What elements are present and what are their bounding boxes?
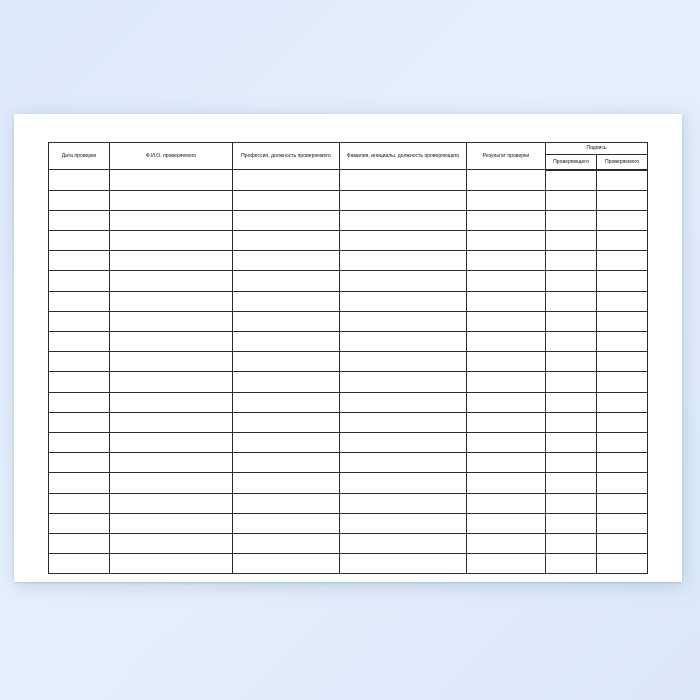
table-cell[interactable] bbox=[110, 352, 233, 372]
table-row bbox=[49, 392, 648, 412]
table-cell[interactable] bbox=[467, 190, 546, 210]
table-cell[interactable] bbox=[49, 231, 110, 251]
table-cell[interactable] bbox=[49, 210, 110, 230]
table-cell[interactable] bbox=[110, 372, 233, 392]
table-cell[interactable] bbox=[597, 533, 648, 553]
table-cell[interactable] bbox=[597, 231, 648, 251]
table-cell[interactable] bbox=[233, 432, 340, 452]
table-row bbox=[49, 170, 648, 191]
table-cell[interactable] bbox=[110, 554, 233, 574]
table-cell[interactable] bbox=[110, 392, 233, 412]
table-cell[interactable] bbox=[340, 453, 467, 473]
table-cell[interactable] bbox=[110, 412, 233, 432]
table-cell[interactable] bbox=[546, 190, 597, 210]
table-cell[interactable] bbox=[49, 513, 110, 533]
table-row bbox=[49, 271, 648, 291]
table-row bbox=[49, 190, 648, 210]
table-cell[interactable] bbox=[340, 251, 467, 271]
table-cell[interactable] bbox=[233, 372, 340, 392]
table-cell[interactable] bbox=[546, 554, 597, 574]
table-cell[interactable] bbox=[467, 332, 546, 352]
table-cell[interactable] bbox=[233, 352, 340, 372]
table-cell[interactable] bbox=[49, 493, 110, 513]
table-cell[interactable] bbox=[340, 493, 467, 513]
table-row bbox=[49, 533, 648, 553]
table-row bbox=[49, 231, 648, 251]
table-cell[interactable] bbox=[233, 170, 340, 191]
table-cell[interactable] bbox=[49, 311, 110, 331]
table-row bbox=[49, 453, 648, 473]
table-cell[interactable] bbox=[49, 453, 110, 473]
table-cell[interactable] bbox=[546, 251, 597, 271]
table-cell[interactable] bbox=[546, 352, 597, 372]
table-row bbox=[49, 412, 648, 432]
table-row bbox=[49, 554, 648, 574]
table-row bbox=[49, 432, 648, 452]
table-cell[interactable] bbox=[49, 352, 110, 372]
table-row bbox=[49, 210, 648, 230]
table-cell[interactable] bbox=[467, 392, 546, 412]
table-cell[interactable] bbox=[49, 291, 110, 311]
table-cell[interactable] bbox=[340, 533, 467, 553]
table-cell[interactable] bbox=[110, 473, 233, 493]
table-cell[interactable] bbox=[49, 412, 110, 432]
table-cell[interactable] bbox=[467, 473, 546, 493]
table-cell[interactable] bbox=[597, 251, 648, 271]
table-cell[interactable] bbox=[467, 291, 546, 311]
table-head bbox=[49, 143, 648, 170]
table-cell[interactable] bbox=[597, 432, 648, 452]
table-cell[interactable] bbox=[546, 210, 597, 230]
document-page bbox=[14, 114, 682, 582]
table-cell[interactable] bbox=[340, 190, 467, 210]
table-cell[interactable] bbox=[110, 170, 233, 191]
table-cell[interactable] bbox=[233, 412, 340, 432]
table-cell[interactable] bbox=[597, 554, 648, 574]
table-cell[interactable] bbox=[49, 473, 110, 493]
table-cell[interactable] bbox=[340, 554, 467, 574]
table-cell[interactable] bbox=[110, 533, 233, 553]
table-cell[interactable] bbox=[233, 210, 340, 230]
table-cell[interactable] bbox=[233, 231, 340, 251]
table-cell[interactable] bbox=[233, 533, 340, 553]
table-cell[interactable] bbox=[467, 493, 546, 513]
table-cell[interactable] bbox=[546, 311, 597, 331]
table-cell[interactable] bbox=[546, 271, 597, 291]
table-cell[interactable] bbox=[110, 311, 233, 331]
table-cell[interactable] bbox=[110, 210, 233, 230]
table-cell[interactable] bbox=[340, 432, 467, 452]
journal-table-container bbox=[48, 142, 648, 574]
table-cell[interactable] bbox=[49, 271, 110, 291]
table-cell[interactable] bbox=[546, 291, 597, 311]
table-cell[interactable] bbox=[233, 453, 340, 473]
table-cell[interactable] bbox=[340, 372, 467, 392]
table-cell[interactable] bbox=[233, 332, 340, 352]
table-row bbox=[49, 251, 648, 271]
table-row bbox=[49, 473, 648, 493]
table-cell[interactable] bbox=[467, 533, 546, 553]
column-header-signature: Подпись bbox=[546, 143, 648, 155]
table-cell[interactable] bbox=[597, 311, 648, 331]
table-cell[interactable] bbox=[597, 352, 648, 372]
table-cell[interactable] bbox=[340, 291, 467, 311]
table-cell[interactable] bbox=[597, 453, 648, 473]
table-cell[interactable] bbox=[233, 311, 340, 331]
table-cell[interactable] bbox=[597, 513, 648, 533]
table-cell[interactable] bbox=[546, 432, 597, 452]
table-cell[interactable] bbox=[233, 554, 340, 574]
table-cell[interactable] bbox=[49, 533, 110, 553]
table-cell[interactable] bbox=[233, 392, 340, 412]
table-cell[interactable] bbox=[546, 533, 597, 553]
table-cell[interactable] bbox=[467, 231, 546, 251]
table-cell[interactable] bbox=[546, 332, 597, 352]
table-cell[interactable] bbox=[49, 432, 110, 452]
table-cell[interactable] bbox=[467, 311, 546, 331]
table-row bbox=[49, 311, 648, 331]
table-cell[interactable] bbox=[340, 412, 467, 432]
table-cell[interactable] bbox=[110, 432, 233, 452]
table-cell[interactable] bbox=[546, 372, 597, 392]
table-cell[interactable] bbox=[110, 251, 233, 271]
table-cell[interactable] bbox=[546, 473, 597, 493]
table-cell[interactable] bbox=[597, 372, 648, 392]
table-cell[interactable] bbox=[546, 513, 597, 533]
table-cell[interactable] bbox=[233, 190, 340, 210]
table-cell[interactable] bbox=[597, 271, 648, 291]
table-cell[interactable] bbox=[340, 210, 467, 230]
table-cell[interactable] bbox=[467, 251, 546, 271]
table-cell[interactable] bbox=[49, 251, 110, 271]
table-row bbox=[49, 291, 648, 311]
table-cell[interactable] bbox=[233, 473, 340, 493]
table-cell[interactable] bbox=[110, 453, 233, 473]
table-cell[interactable] bbox=[110, 271, 233, 291]
column-header-profession: Профессия, должность проверяемого bbox=[233, 143, 340, 170]
table-cell[interactable] bbox=[467, 352, 546, 372]
table-cell[interactable] bbox=[597, 392, 648, 412]
table-cell[interactable] bbox=[340, 332, 467, 352]
table-row bbox=[49, 332, 648, 352]
table-row bbox=[49, 513, 648, 533]
table-cell[interactable] bbox=[340, 392, 467, 412]
table-cell[interactable] bbox=[597, 170, 648, 191]
table-cell[interactable] bbox=[110, 190, 233, 210]
table-cell[interactable] bbox=[233, 251, 340, 271]
column-header-fio: Ф.И.О. проверяемого bbox=[110, 143, 233, 170]
table-cell[interactable] bbox=[546, 412, 597, 432]
table-cell[interactable] bbox=[49, 372, 110, 392]
table-cell[interactable] bbox=[340, 170, 467, 191]
table-cell[interactable] bbox=[340, 231, 467, 251]
table-cell[interactable] bbox=[110, 291, 233, 311]
table-cell[interactable] bbox=[340, 352, 467, 372]
column-header-signature-inspected: Проверяемого bbox=[597, 154, 648, 169]
table-body bbox=[49, 170, 648, 574]
column-header-result: Результат проверки bbox=[467, 143, 546, 170]
table-cell[interactable] bbox=[340, 513, 467, 533]
table-cell[interactable] bbox=[597, 190, 648, 210]
table-cell[interactable] bbox=[467, 412, 546, 432]
table-cell[interactable] bbox=[233, 493, 340, 513]
journal-table bbox=[48, 142, 648, 574]
table-cell[interactable] bbox=[467, 554, 546, 574]
table-cell[interactable] bbox=[597, 412, 648, 432]
table-cell[interactable] bbox=[110, 493, 233, 513]
table-cell[interactable] bbox=[597, 210, 648, 230]
table-cell[interactable] bbox=[467, 372, 546, 392]
table-cell[interactable] bbox=[340, 311, 467, 331]
table-cell[interactable] bbox=[49, 332, 110, 352]
table-cell[interactable] bbox=[110, 231, 233, 251]
table-cell[interactable] bbox=[546, 231, 597, 251]
table-cell[interactable] bbox=[467, 453, 546, 473]
column-header-inspector: Фамилия, инициалы, должность проверяющего bbox=[340, 143, 467, 170]
table-cell[interactable] bbox=[597, 332, 648, 352]
column-header-signature-inspector: Проверяющего bbox=[546, 154, 597, 169]
table-cell[interactable] bbox=[340, 473, 467, 493]
table-cell[interactable] bbox=[546, 170, 597, 191]
table-cell[interactable] bbox=[49, 392, 110, 412]
header-row-main bbox=[49, 143, 648, 155]
table-cell[interactable] bbox=[49, 190, 110, 210]
table-cell[interactable] bbox=[546, 453, 597, 473]
table-cell[interactable] bbox=[546, 392, 597, 412]
table-cell[interactable] bbox=[467, 513, 546, 533]
table-cell[interactable] bbox=[597, 291, 648, 311]
table-cell[interactable] bbox=[233, 513, 340, 533]
column-header-date: Дата проверки bbox=[49, 143, 110, 170]
table-cell[interactable] bbox=[597, 473, 648, 493]
table-cell[interactable] bbox=[110, 332, 233, 352]
table-cell[interactable] bbox=[467, 271, 546, 291]
table-cell[interactable] bbox=[110, 513, 233, 533]
table-cell[interactable] bbox=[467, 170, 546, 191]
table-cell[interactable] bbox=[49, 554, 110, 574]
table-cell[interactable] bbox=[340, 271, 467, 291]
table-cell[interactable] bbox=[467, 210, 546, 230]
table-row bbox=[49, 372, 648, 392]
table-cell[interactable] bbox=[546, 493, 597, 513]
table-row bbox=[49, 493, 648, 513]
table-cell[interactable] bbox=[49, 170, 110, 191]
table-row bbox=[49, 352, 648, 372]
table-cell[interactable] bbox=[233, 271, 340, 291]
table-cell[interactable] bbox=[233, 291, 340, 311]
table-cell[interactable] bbox=[597, 493, 648, 513]
table-cell[interactable] bbox=[467, 432, 546, 452]
